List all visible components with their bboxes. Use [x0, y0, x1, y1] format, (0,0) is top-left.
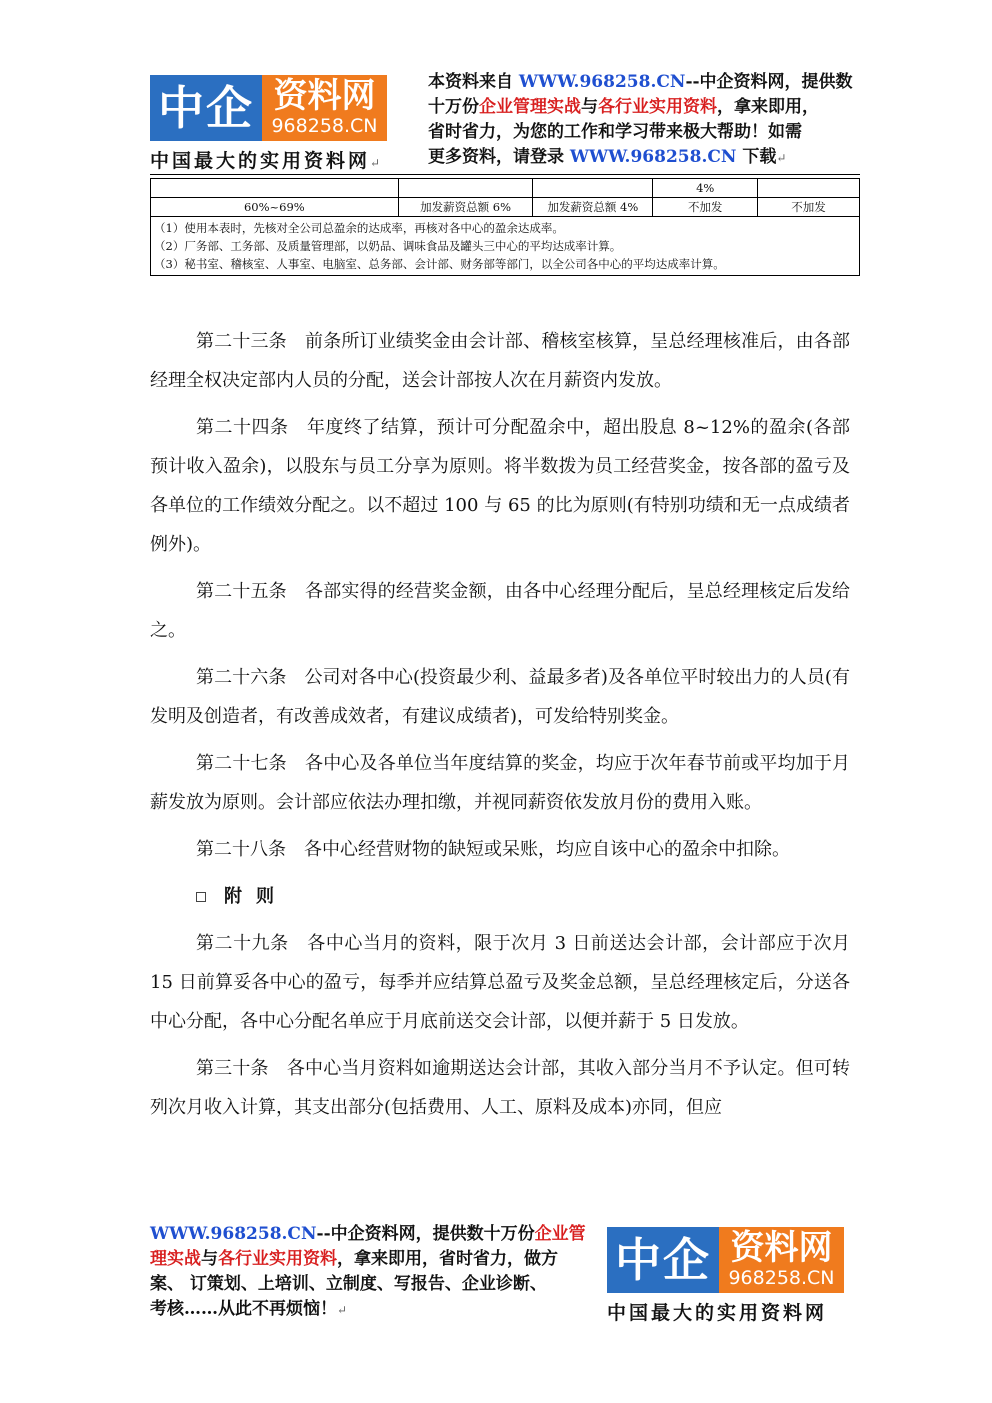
promo-text: 本资料来自 [428, 72, 519, 92]
table-note: （3）秘书室、稽核室、人事室、电脑室、总务部、会计部、财务部等部门，以全公司各中心的平均达成率计算。 [154, 257, 725, 271]
footer-promo [150, 1222, 600, 1323]
paragraph-mark-icon: ↵ [776, 151, 787, 165]
bonus-table [150, 178, 860, 276]
bullet-square-icon [196, 892, 206, 902]
header-divider [150, 174, 860, 175]
table-cell: 不加发 [653, 198, 758, 217]
promo-text: 与 [581, 97, 598, 117]
footer-text: 与 [201, 1249, 218, 1269]
table-cell: 加发薪资总额 6% [398, 198, 533, 217]
document-body [150, 322, 850, 1135]
promo-text: 更多资料，请登录 [428, 147, 570, 167]
table-notes [151, 217, 860, 276]
table-note: （2）厂务部、工务部、及质量管理部，以奶品、调味食品及罐头三中心的平均达成率计算。 [154, 239, 622, 253]
article-30: 第三十条 各中心当月资料如逾期送达会计部，其收入部分当月不予认定。但可转列次月收入计算，其支出部分(包括费用、人工、原料及成本)亦同，但应 [150, 1058, 850, 1118]
promo-line-3: 省时省力，为您的工作和学习带来极大帮助！如需 [428, 122, 802, 142]
promo-text: 下载 [736, 147, 777, 167]
logo-right-block [262, 75, 387, 141]
logo-domain: 968258.CN [728, 1267, 835, 1289]
header-logo [150, 70, 385, 170]
article-29: 第二十九条 各中心当月的资料，限于次月 3 日前送达会计部，会计部应于次月 15 日前算妥各中心的盈亏，每季并应结算总盈亏及奖金总额，呈总经理核定后，分送各中心分配，各中心分配名单应于月底前送交会计部，以便并薪于 5 日发放。 [150, 933, 850, 1032]
table-note: （1）使用本表时，先核对全公司总盈余的达成率，再核对各中心的盈余达成率。 [154, 221, 564, 235]
table-cell: 不加发 [758, 198, 860, 217]
promo-text: --中企资料网，提供数 [685, 72, 853, 92]
footer-logo [607, 1222, 847, 1322]
footer-url-link[interactable]: WWW.968258.CN [150, 1224, 317, 1244]
table-cell [151, 179, 399, 198]
footer-line-3: 案、 订策划、上培训、立制度、写报告、企业诊断、 [150, 1274, 547, 1294]
promo-text: 十万份 [428, 97, 479, 117]
section-heading-text: 附则 [224, 886, 288, 907]
footer-text: 考核……从此不再烦恼！ [150, 1299, 337, 1319]
paragraph-mark-icon: ↵ [337, 1303, 348, 1317]
header-promo [428, 70, 858, 171]
table-cell: 加发薪资总额 4% [533, 198, 653, 217]
logo-tagline-text: 中国最大的实用资料网 [150, 150, 371, 172]
footer-highlight: 各行业实用资料 [218, 1249, 337, 1269]
page-header [150, 70, 853, 180]
promo-highlight: 各行业实用资料 [598, 97, 717, 117]
footer-highlight: 理实战 [150, 1249, 201, 1269]
table-cell [533, 179, 653, 198]
logo-domain: 968258.CN [271, 115, 378, 137]
article-26: 第二十六条 公司对各中心(投资最少利、益最多者)及各单位平时较出力的人员(有发明及创造者，有改善成效者，有建议成绩者)，可发给特别奖金。 [150, 667, 850, 727]
section-heading [150, 877, 850, 916]
table-row [151, 198, 860, 217]
article-23: 第二十三条 前条所订业绩奖金由会计部、稽核室核算，呈总经理核准后，由各部经理全权决定部内人员的分配，送会计部按人次在月薪资内发放。 [150, 331, 850, 391]
paragraph-mark-icon: ↵ [370, 156, 381, 170]
logo-right-title: 资料网 [730, 1228, 833, 1268]
promo-url-link[interactable]: WWW.968258.CN [569, 147, 737, 167]
logo-tagline [150, 146, 400, 173]
promo-line-2 [428, 95, 858, 120]
footer-line-2 [150, 1247, 600, 1272]
logo-tagline: 中国最大的实用资料网 [607, 1302, 828, 1324]
logo-left-block: 中企 [150, 75, 262, 141]
promo-text: ，拿来即用， [717, 97, 819, 117]
article-24: 第二十四条 年度终了结算，预计可分配盈余中，超出股息 8~12%的盈余(各部预计收入盈余)，以股东与员工分享为原则。将半数拨为员工经营奖金，按各部的盈亏及各单位的工作绩效分配之。以不超过 100 与 65 的比为原则(有特别功绩和无一点成绩者例外)。 [150, 417, 850, 555]
promo-line-1 [428, 70, 858, 95]
table-cell [758, 179, 860, 198]
promo-line-4 [428, 145, 858, 171]
footer-text: --中企资料网，提供数十万份 [316, 1224, 535, 1244]
logo-left-block: 中企 [607, 1227, 719, 1293]
footer-line-1 [150, 1222, 600, 1247]
promo-url-link[interactable]: WWW.968258.CN [518, 72, 686, 92]
article-27: 第二十七条 各中心及各单位当年度结算的奖金，均应于次年春节前或平均加于月薪发放为原则。会计部应依法办理扣缴，并视同薪资依发放月份的费用入账。 [150, 753, 850, 813]
footer-highlight: 企业管 [534, 1224, 586, 1244]
table-cell: 60%~69% [151, 198, 399, 217]
table-notes-row [151, 217, 860, 276]
logo-right-title: 资料网 [273, 76, 376, 116]
table-cell [398, 179, 533, 198]
article-28: 第二十八条 各中心经营财物的缺短或呆账，均应自该中心的盈余中扣除。 [196, 839, 790, 860]
logo-right-block [719, 1227, 844, 1293]
footer-line-4 [150, 1297, 600, 1323]
article-25: 第二十五条 各部实得的经营奖金额，由各中心经理分配后，呈总经理核定后发给之。 [150, 581, 850, 641]
table-cell: 4% [653, 179, 758, 198]
footer-text: ，拿来即用，省时省力，做方 [337, 1249, 558, 1269]
promo-highlight: 企业管理实战 [479, 97, 581, 117]
table-row [151, 179, 860, 198]
